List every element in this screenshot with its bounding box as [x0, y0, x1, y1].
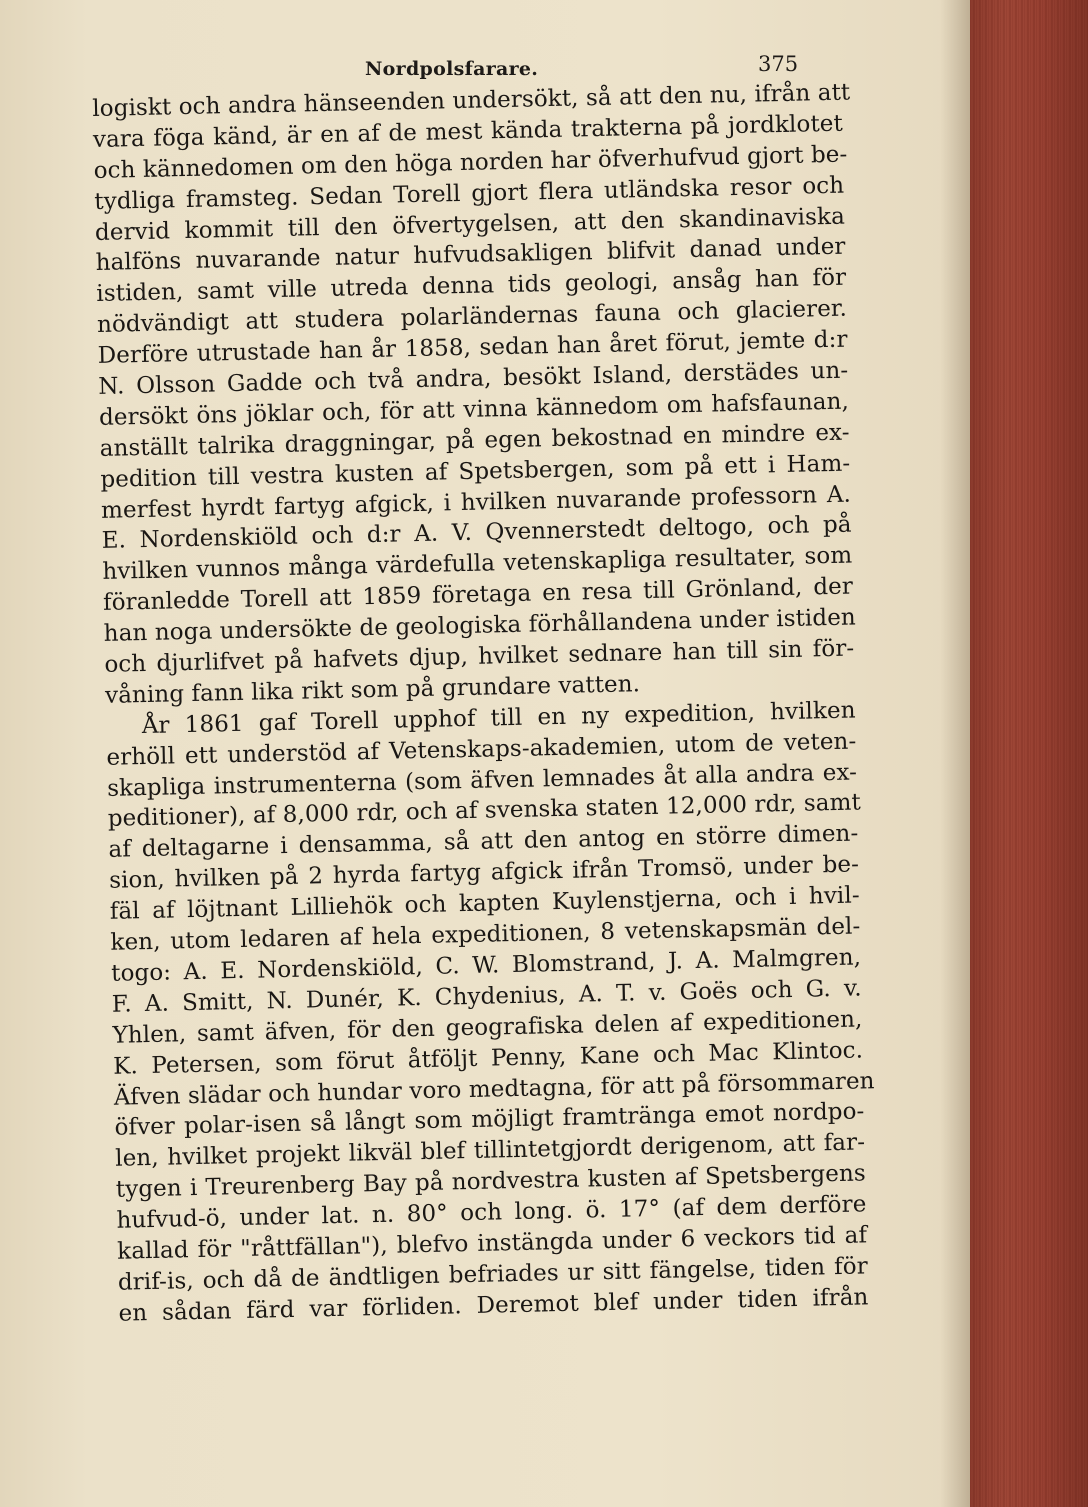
book-page-edges [970, 0, 1088, 1507]
text-line: hvilken vunnos många värdefulla vetenskapliga resultater, som [102, 542, 853, 586]
text-line: drif-is, och då de ändtligen befriades ur sitt fängelse, tiden för [117, 1253, 869, 1296]
text-line: anställt talrika draggningar, på egen bekostnad en mindre ex- [99, 419, 850, 462]
text-line: öfver polar-isen så långt som möjligt framtränga emot nordpo- [114, 1098, 865, 1142]
text-line: Yhlen, samt äfven, för den geografiska delen af expeditionen, [112, 1006, 863, 1049]
text-line: merfest hyrdt fartyg afgick, i hvilken nuvarande professorn A. [100, 481, 852, 524]
text-line: nödvändigt att studera polarländernas fauna och glacierer. [96, 295, 848, 339]
text-line: han noga undersökte de geologiska förhållandena under istiden [103, 604, 857, 648]
text-line: Derföre utrustade han år 1858, sedan han året förut, jemte d:r [97, 326, 848, 370]
text-line: År 1861 gaf Torell upphof till en ny expedition, hvilken [141, 697, 856, 739]
text-line: tygen i Treurenberg Bay på nordvestra kusten af Spetsbergens [115, 1160, 867, 1203]
text-line: en sådan färd var förliden. Deremot blef under tiden ifrån [118, 1284, 869, 1327]
text-line: och kännedomen om den höga norden har öfverhufvud gjort be- [93, 141, 848, 184]
text-line: len, hvilket projekt likväl blef tillintetgjordt derigenom, att far- [114, 1129, 866, 1173]
text-line: tydliga framsteg. Sedan Torell gjort flera utländska resor och [94, 172, 845, 215]
page-number: 375 [758, 52, 799, 76]
text-line: ken, utom ledaren af hela expeditionen, 8 vetenskapsmän del- [110, 913, 861, 956]
text-line: och djurlifvet på hafvets djup, hvilket sednare han till sin för- [104, 635, 855, 678]
text-line: togo: A. E. Nordenskiöld, C. W. Blomstrand, J. A. Malmgren, [110, 944, 862, 987]
running-title: Nordpolsfarare. [365, 58, 539, 80]
text-line: istiden, samt ville utreda denna tids geologi, ansåg han för [96, 264, 847, 308]
text-line: N. Olsson Gadde och två andra, besökt Island, derstädes un- [98, 357, 849, 400]
text-line: skapliga instrumenterna (som äfven lemnades åt alla andra ex- [106, 759, 858, 802]
text-line: peditioner), af 8,000 rdr, och af svenska staten 12,000 rdr, samt [107, 789, 862, 833]
text-line: logiskt och andra hänseenden undersökt, så att den nu, ifrån att [92, 79, 851, 122]
text-line: erhöll ett understöd af Vetenskaps-akademien, utom de veten- [106, 728, 857, 771]
text-line: af deltagarne i densamma, så att den antog en större dimen- [108, 820, 859, 864]
text-line: sion, hvilken på 2 hyrda fartyg afgick ifrån Tromsö, under be- [108, 851, 860, 895]
body-text [92, 78, 875, 1330]
text-line: kallad för "råttfällan"), blefvo instängda under 6 veckors tid af [116, 1222, 868, 1265]
text-line: F. A. Smitt, N. Dunér, K. Chydenius, A. T. v. Goës och G. v. [111, 975, 862, 1018]
text-line: pedition till vestra kusten af Spetsbergen, som på ett i Ham- [100, 450, 851, 493]
text-line: våning fann lika rikt som på grundare vatten. [104, 671, 641, 709]
text-line: E. Nordenskiöld och d:r A. V. Qvennerstedt deltogo, och på [101, 512, 852, 555]
text-line: fäl af löjtnant Lilliehök och kapten Kuylenstjerna, och i hvil- [109, 882, 860, 925]
text-line: vara föga känd, är en af de mest kända trakterna på jordklotet [92, 110, 844, 153]
text-line: hufvud-ö, under lat. n. 80° och long. ö. 17° (af dem derföre [116, 1191, 867, 1234]
text-line: dervid kommit till den öfvertygelsen, att den skandinaviska [94, 203, 846, 246]
text-line: K. Petersen, som förut åtföljt Penny, Kane och Mac Klintoc. [112, 1037, 864, 1080]
text-line: dersökt öns jöklar och, för att vinna kännedom om hafsfaunan, [98, 388, 850, 431]
text-line: föranledde Torell att 1859 företaga en resa till Grönland, der [102, 573, 854, 617]
text-line: halföns nuvarande natur hufvudsakligen blifvit danad under [95, 234, 846, 277]
page-gutter-shadow [940, 0, 970, 1507]
text-line: Äfven slädar och hundar voro medtagna, för att på försommaren [113, 1067, 875, 1111]
